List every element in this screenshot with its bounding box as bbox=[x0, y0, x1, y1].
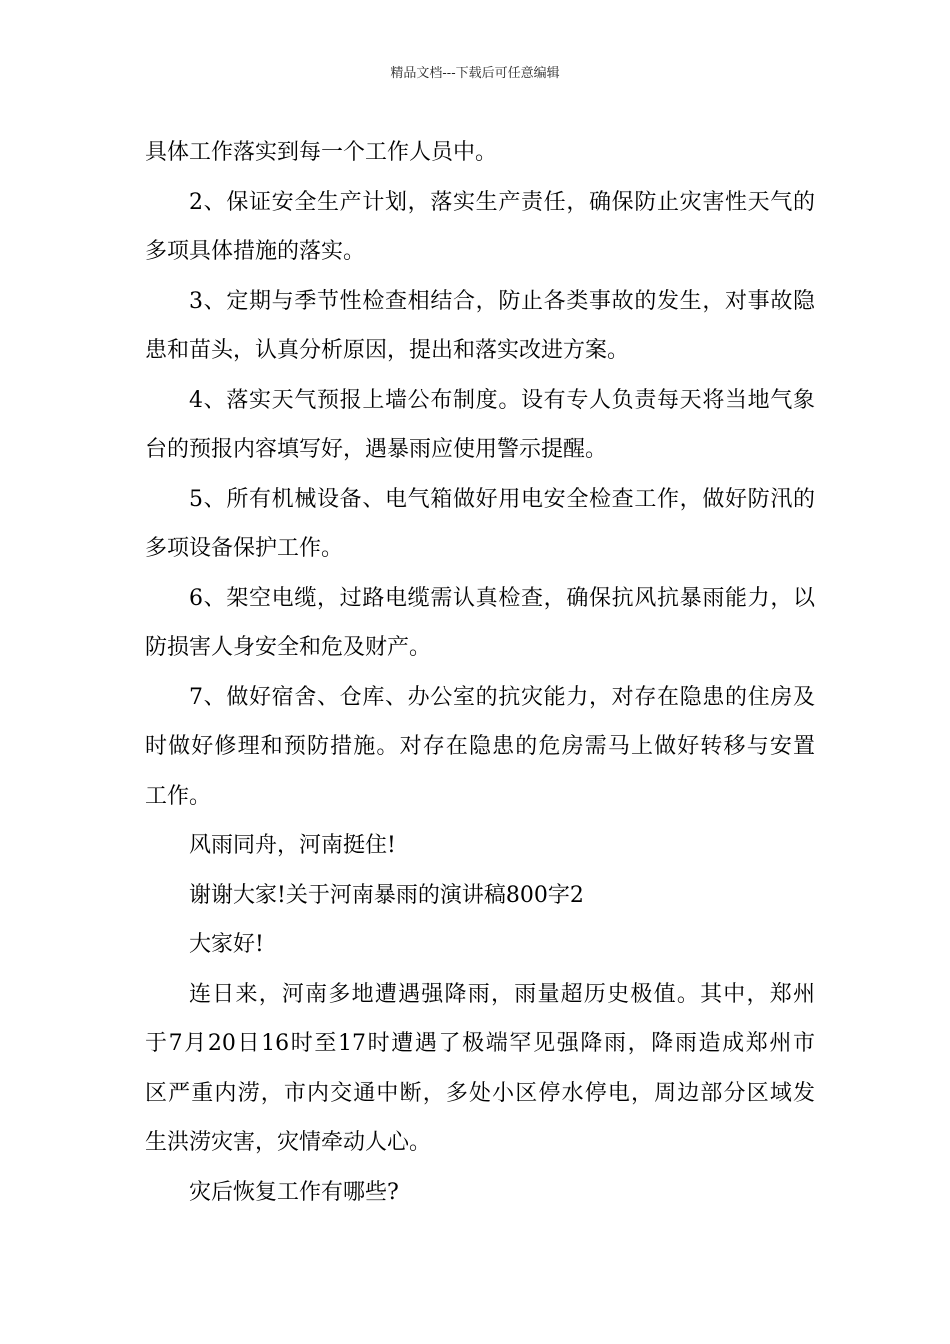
document-body bbox=[145, 128, 815, 1217]
text-line: 5、所有机械设备、电气箱做好用电安全检查工作，做好防汛的 bbox=[189, 486, 815, 512]
text-line: 时做好修理和预防措施。对存在隐患的危房需马上做好转移与安置 bbox=[145, 734, 815, 759]
text-line: 于7月20日16时至17时遭遇了极端罕见强降雨，降雨造成郑州市 bbox=[145, 1031, 815, 1056]
text-line: 区严重内涝，市内交通中断，多处小区停水停电，周边部分区域发 bbox=[145, 1080, 815, 1106]
text-line: 具体工作落实到每一个工作人员中。 bbox=[145, 140, 498, 165]
text-line: 3、定期与季节性检查相结合，防止各类事故的发生，对事故隐 bbox=[189, 288, 815, 314]
text-line: 风雨同舟，河南挺住! bbox=[189, 833, 396, 858]
text-line: 防损害人身安全和危及财产。 bbox=[145, 635, 432, 660]
text-line: 谢谢大家!关于河南暴雨的演讲稿800字2 bbox=[189, 882, 584, 908]
text-line: 大家好! bbox=[189, 932, 264, 957]
text-line: 多项具体措施的落实。 bbox=[145, 239, 366, 264]
text-line: 7、做好宿舍、仓库、办公室的抗灾能力，对存在隐患的住房及 bbox=[189, 684, 815, 710]
text-line: 6、架空电缆，过路电缆需认真检查，确保抗风抗暴雨能力，以 bbox=[189, 585, 815, 611]
text-line: 连日来，河南多地遭遇强降雨，雨量超历史极值。其中，郑州 bbox=[189, 981, 815, 1007]
text-line: 工作。 bbox=[145, 783, 212, 809]
page-header: 精品文档---下载后可任意编辑 bbox=[390, 66, 560, 81]
text-line: 4、落实天气预报上墙公布制度。设有专人负责每天将当地气象 bbox=[189, 387, 815, 413]
text-line: 台的预报内容填写好，遇暴雨应使用警示提醒。 bbox=[145, 437, 608, 462]
text-line: 2、保证安全生产计划，落实生产责任，确保防止灾害性天气的 bbox=[189, 189, 815, 215]
text-line: 多项设备保护工作。 bbox=[145, 536, 344, 561]
text-line: 灾后恢复工作有哪些? bbox=[189, 1179, 399, 1205]
text-line: 患和苗头，认真分析原因，提出和落实改进方案。 bbox=[145, 338, 630, 363]
text-line: 生洪涝灾害，灾情牵动人心。 bbox=[145, 1130, 432, 1155]
